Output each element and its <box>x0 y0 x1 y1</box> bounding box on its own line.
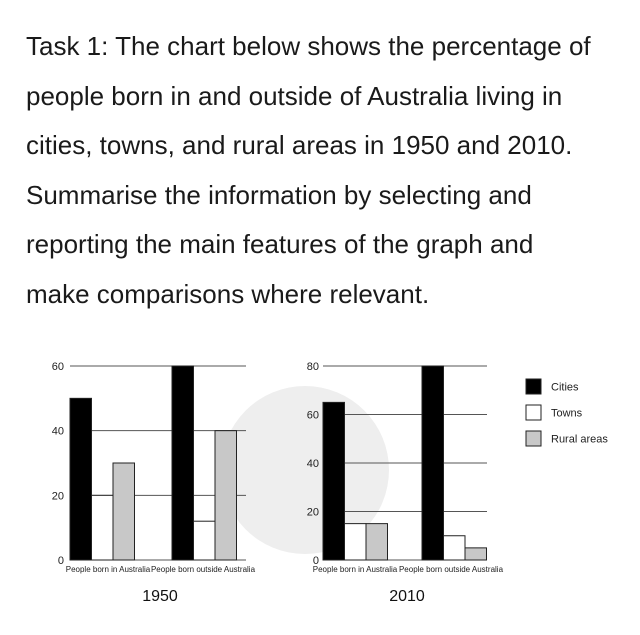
task-line: Task 1: The chart below shows the percentage of <box>26 31 591 61</box>
task-line: people born in and outside of Australia living in <box>26 80 563 111</box>
y-tick-label: 40 <box>51 425 64 438</box>
legend-swatch <box>526 379 541 394</box>
category-label: People born in Australia <box>312 565 398 574</box>
chart-year-label: 2010 <box>389 588 425 605</box>
bar-rural-areas <box>113 463 135 560</box>
category-label: People born in Australia <box>65 565 151 574</box>
bar-rural-areas <box>366 524 388 560</box>
category-label: People born outside Australia <box>150 565 256 574</box>
legend-swatch <box>526 431 541 446</box>
y-tick-label: 40 <box>306 458 319 470</box>
y-tick-label: 60 <box>306 409 319 422</box>
legend <box>526 379 608 446</box>
y-tick-label: 80 <box>306 361 319 373</box>
task-line: Summarise the information by selecting and <box>26 179 532 210</box>
task-line: cities, towns, and rural areas in 1950 and 2010. <box>26 130 573 160</box>
bar-cities <box>323 402 345 560</box>
bar-towns <box>194 521 216 560</box>
bar-rural-areas <box>465 548 487 560</box>
bar-towns <box>92 495 114 560</box>
bar-cities <box>172 366 194 560</box>
task-line: make comparisons where relevant. <box>26 278 430 309</box>
bar-towns <box>345 524 367 560</box>
legend-label: Rural areas <box>551 433 608 446</box>
bar-towns <box>444 536 466 560</box>
y-tick-label: 0 <box>57 555 64 567</box>
y-tick-label: 20 <box>51 490 64 503</box>
bar-rural-areas <box>215 431 237 560</box>
legend-swatch <box>526 405 541 420</box>
bar-cities <box>422 366 444 560</box>
category-label: People born outside Australia <box>398 565 504 574</box>
task-line: reporting the main features of the graph and <box>26 229 534 259</box>
bar-cities <box>70 398 92 560</box>
chart-year-label: 1950 <box>142 588 178 605</box>
y-tick-label: 20 <box>306 506 319 519</box>
y-tick-label: 0 <box>312 555 319 567</box>
legend-label: Cities <box>551 381 579 394</box>
y-tick-label: 60 <box>51 361 64 373</box>
legend-label: Towns <box>551 407 583 420</box>
